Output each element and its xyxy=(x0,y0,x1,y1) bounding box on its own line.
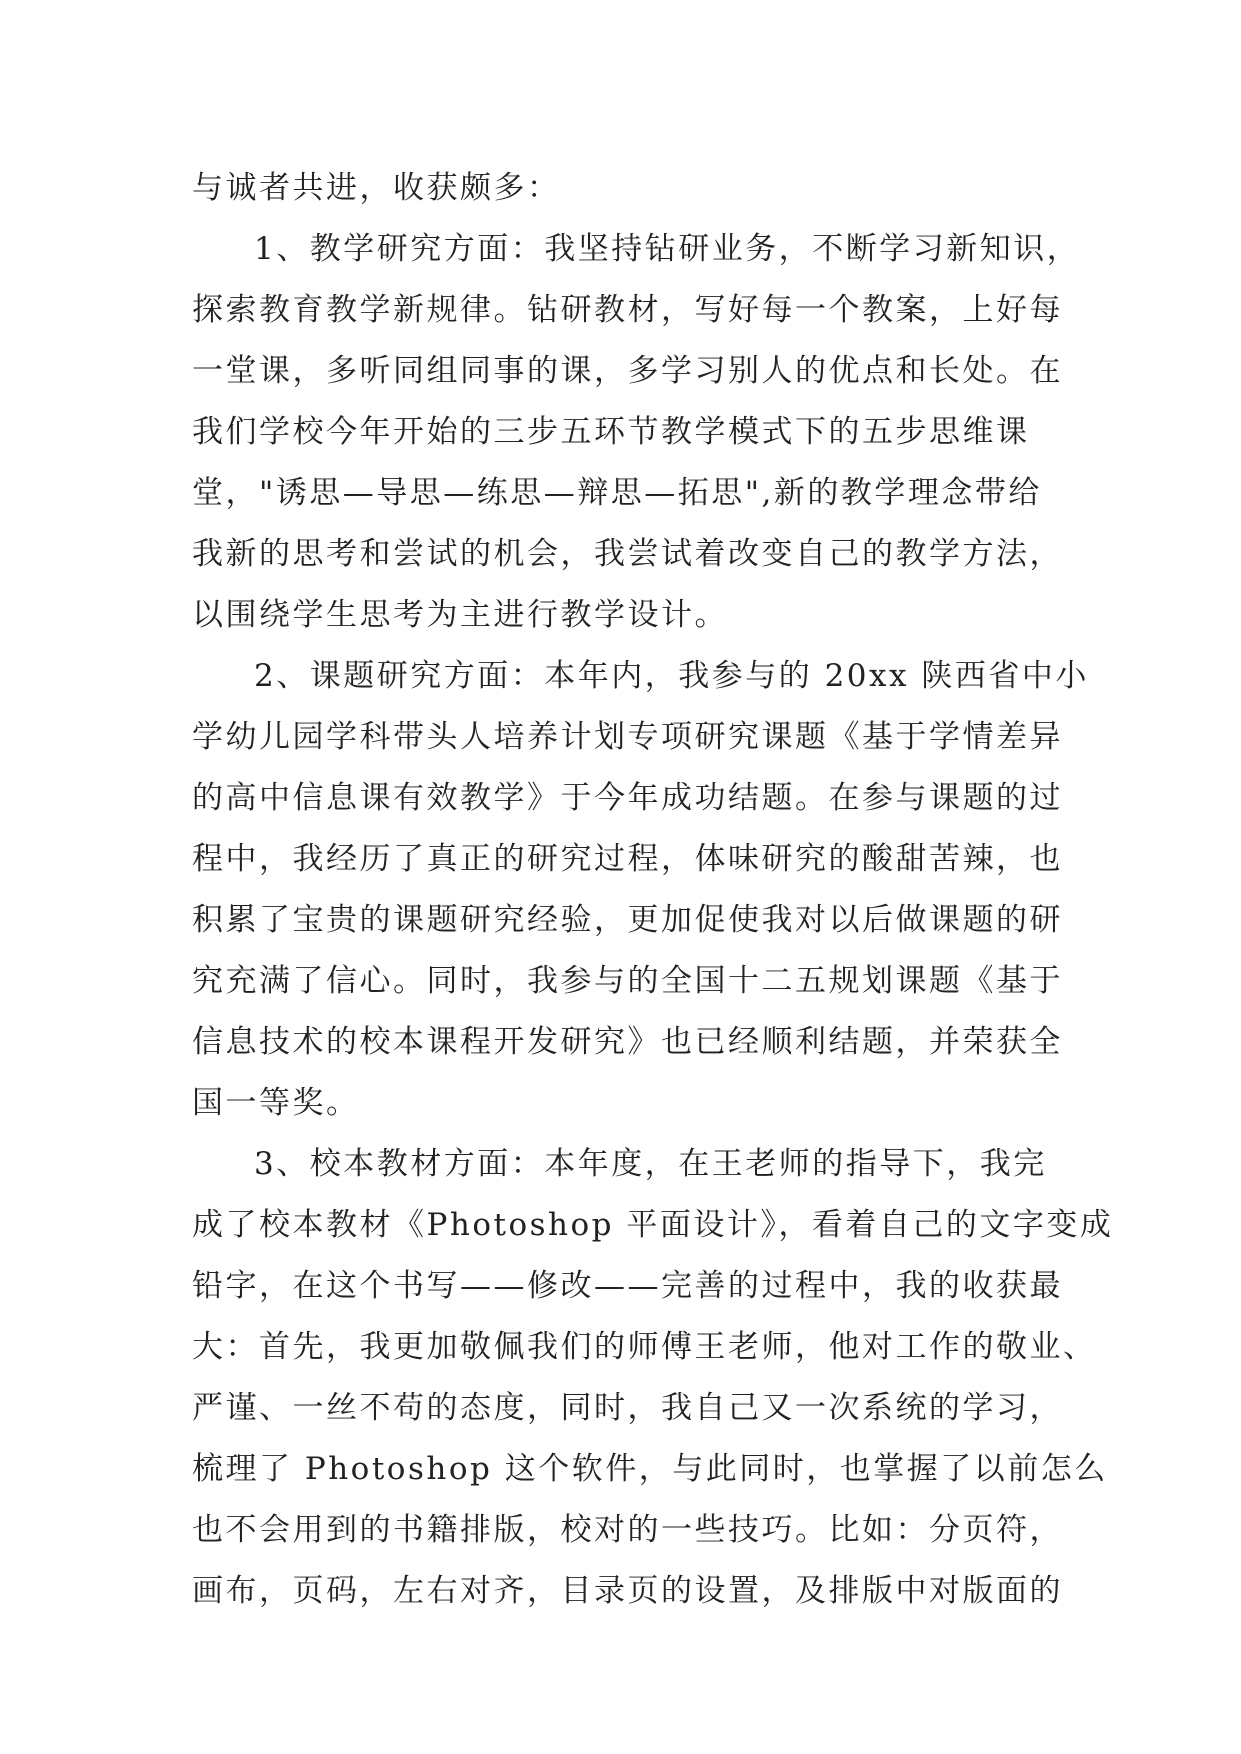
text-line: 究充满了信心。同时，我参与的全国十二五规划课题《基于 xyxy=(192,963,1063,999)
text-line: 探索教育教学新规律。钻研教材，写好每一个教案，上好每 xyxy=(192,292,1063,328)
document-page xyxy=(192,158,1114,1622)
text-line: 梳理了 Photoshop 这个软件，与此同时，也掌握了以前怎么 xyxy=(192,1451,1108,1487)
text-line: 堂，"诱思—导思—练思—辩思—拓思",新的教学理念带给 xyxy=(192,475,1042,511)
text-line: 严谨、一丝不苟的态度，同时，我自己又一次系统的学习， xyxy=(192,1390,1063,1426)
text-line: 也不会用到的书籍排版，校对的一些技巧。比如：分页符， xyxy=(192,1512,1063,1548)
text-line: 成了校本教材《Photoshop 平面设计》，看着自己的文字变成 xyxy=(192,1207,1114,1243)
text-line: 大：首先，我更加敬佩我们的师傅王老师，他对工作的敬业、 xyxy=(192,1329,1097,1365)
text-line: 的高中信息课有效教学》于今年成功结题。在参与课题的过 xyxy=(192,780,1063,816)
text-line: 一堂课，多听同组同事的课，多学习别人的优点和长处。在 xyxy=(192,353,1063,389)
text-line: 与诚者共进，收获颇多： xyxy=(192,170,561,206)
text-line: 信息技术的校本课程开发研究》也已经顺利结题，并荣获全 xyxy=(192,1024,1063,1060)
text-line: 以围绕学生思考为主进行教学设计。 xyxy=(192,597,728,633)
paragraph-3-start: 3、校本教材方面：本年度，在王老师的指导下，我完 xyxy=(254,1146,1047,1182)
text-line: 积累了宝贵的课题研究经验，更加促使我对以后做课题的研 xyxy=(192,902,1063,938)
text-line: 国一等奖。 xyxy=(192,1085,360,1121)
text-line: 画布，页码，左右对齐，目录页的设置，及排版中对版面的 xyxy=(192,1573,1063,1609)
text-line: 学幼儿园学科带头人培养计划专项研究课题《基于学情差异 xyxy=(192,719,1063,755)
text-line: 程中，我经历了真正的研究过程，体味研究的酸甜苦辣，也 xyxy=(192,841,1063,877)
text-line: 我新的思考和尝试的机会，我尝试着改变自己的教学方法， xyxy=(192,536,1063,572)
paragraph-1-start: 1、教学研究方面：我坚持钻研业务，不断学习新知识， xyxy=(254,231,1081,267)
text-line: 铅字，在这个书写——修改——完善的过程中，我的收获最 xyxy=(192,1268,1063,1304)
paragraph-2-start: 2、课题研究方面：本年内，我参与的 20xx 陕西省中小 xyxy=(254,658,1089,694)
text-line: 我们学校今年开始的三步五环节教学模式下的五步思维课 xyxy=(192,414,1030,450)
